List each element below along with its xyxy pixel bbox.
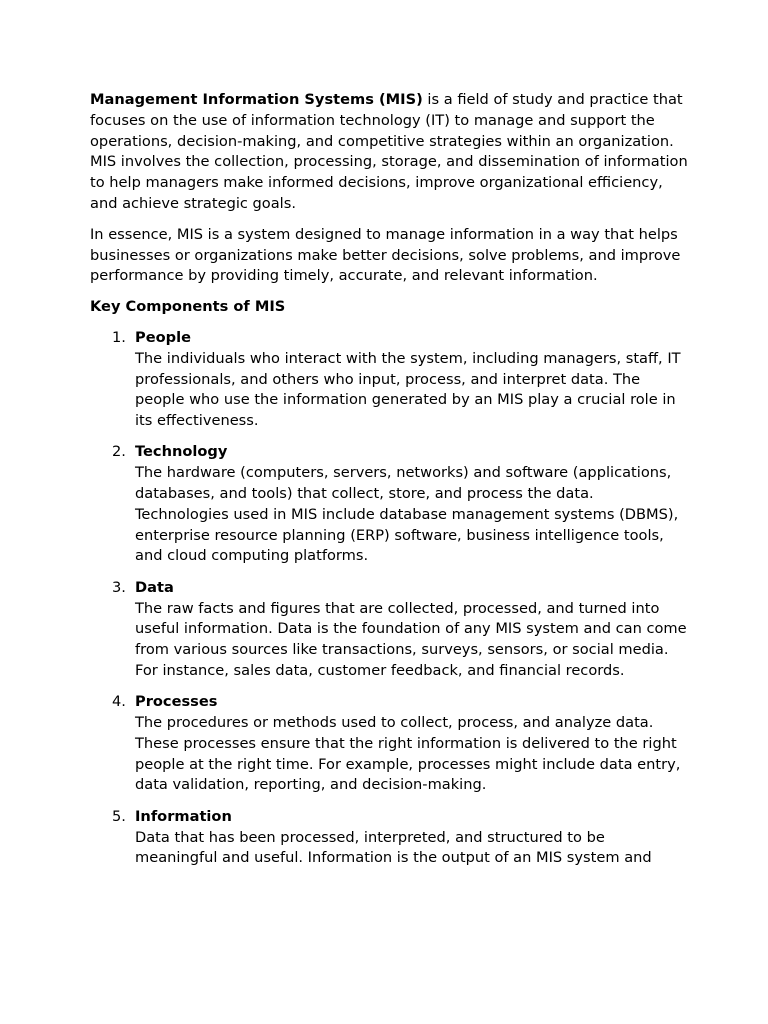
list-item-title: Data (135, 578, 174, 596)
list-item-body: The individuals who interact with the system, including managers, staff, IT professionals, and others who input, process, and interpret data. The people who use the information generated by an MIS play a crucial role in its effectiveness. (135, 349, 681, 430)
list-item-body: The hardware (computers, servers, networks) and software (applications, databases, and tools) that collect, store, and process the data. Technologies used in MIS include database management systems (DBMS), enterprise resource planning (ERP) software, business intelligence tools, and cloud computing platforms. (135, 464, 679, 565)
list-item-body: The procedures or methods used to collect, process, and analyze data. These processes ensure that the right information is delivered to the right people at the right time. For example, processes might include data entry, data validation, reporting, and decision-making. (135, 714, 681, 794)
intro-paragraph (90, 90, 690, 215)
list-item-number: 2. (112, 443, 126, 461)
list-item-title: People (135, 328, 191, 346)
list-item (90, 578, 690, 682)
list-item-number: 1. (112, 328, 126, 346)
intro-text: is a field of study and practice that focuses on the use of information technology (IT) to manage and support the operations, decision-making, and competitive strategies within an organization. MIS involves the collection, processing, storage, and dissemination of information to help managers make informed decisions, improve organizational efficiency, and achieve strategic goals. (90, 91, 688, 212)
section-heading: Key Components of MIS (90, 298, 286, 316)
list-item-title: Processes (135, 693, 218, 711)
list-item (90, 328, 690, 432)
list-item-title: Information (135, 807, 232, 825)
list-item-body: The raw facts and figures that are collected, processed, and turned into useful information. Data is the foundation of any MIS system and can come from various sources like transactions, surveys, sensors, or social media. For instance, sales data, customer feedback, and financial records. (135, 599, 687, 679)
components-list (90, 328, 690, 869)
list-item-number: 4. (112, 693, 126, 711)
list-item-body: Data that has been processed, interpreted, and structured to be meaningful and useful. Information is the output of an MIS system and (135, 828, 652, 867)
list-item (90, 807, 690, 869)
essence-paragraph: In essence, MIS is a system designed to manage information in a way that helps businesses or organizations make better decisions, solve problems, and improve performance by providing timely, accurate, and relevant information. (90, 225, 681, 285)
intro-term: Management Information Systems (MIS) (90, 91, 423, 108)
document-page (90, 90, 690, 880)
list-item (90, 692, 690, 796)
list-item-number: 3. (112, 578, 126, 596)
list-item-number: 5. (112, 807, 126, 825)
list-item-title: Technology (135, 443, 228, 461)
list-item (90, 442, 690, 567)
